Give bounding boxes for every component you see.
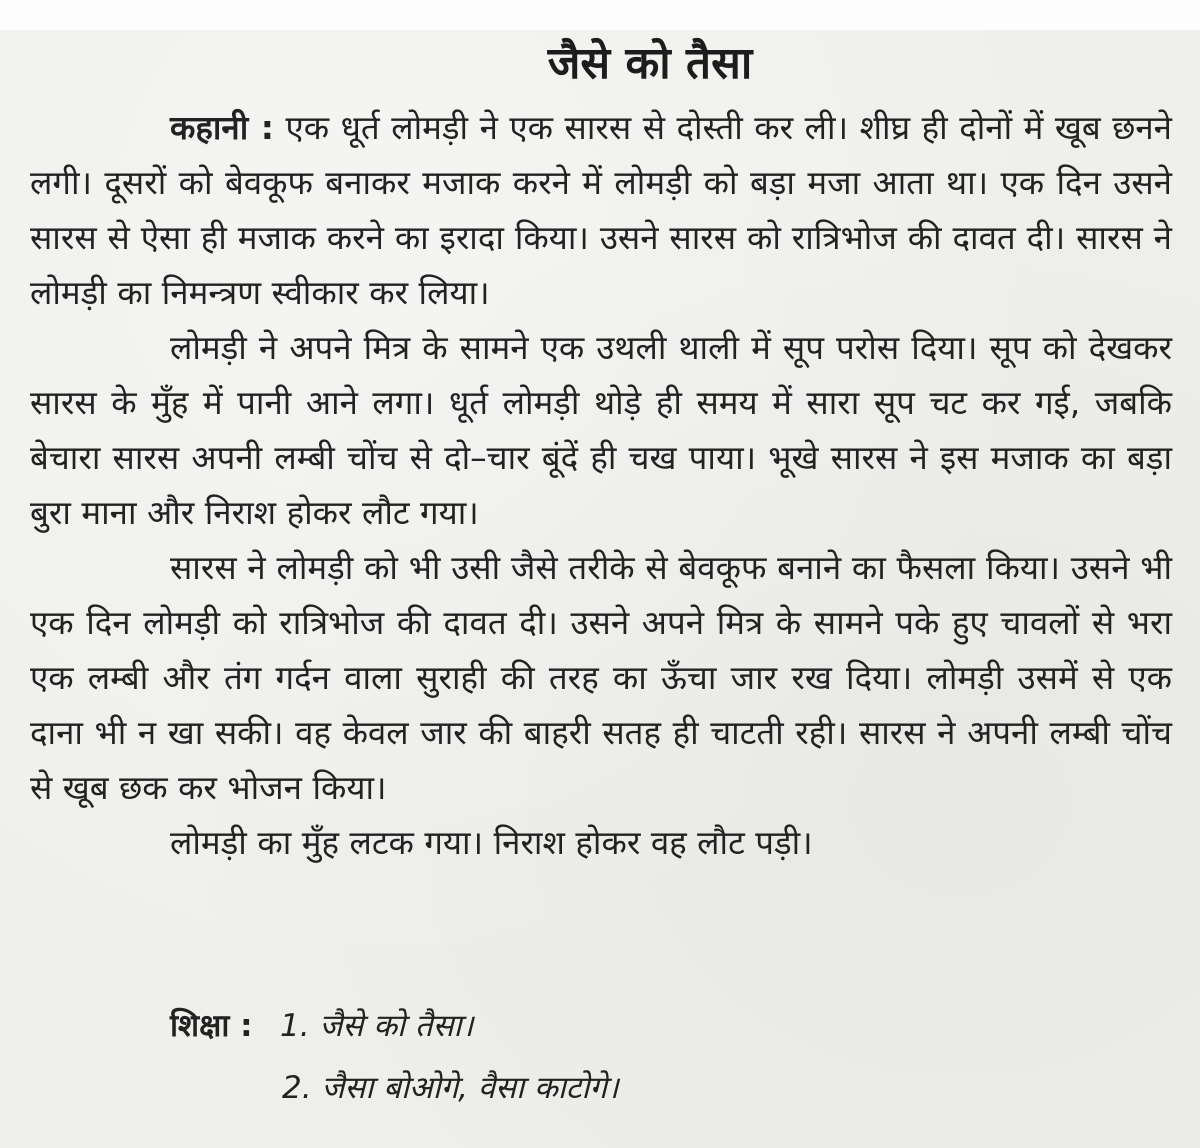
story-paragraph-2 xyxy=(30,320,1172,540)
paragraph-text: लोमड़ी का मुँह लटक गया। निराश होकर वह लौट पड़ी। xyxy=(170,823,813,862)
story-paragraph-3 xyxy=(30,540,1172,815)
moral-item-2: 2. जैसा बोओगे, वैसा काटोगे। xyxy=(282,1070,619,1106)
moral-section xyxy=(170,995,619,1119)
story-paragraph-4 xyxy=(30,815,1172,870)
story-paragraph-1 xyxy=(30,100,1172,320)
page-top-margin xyxy=(0,0,1200,30)
moral-item-1: 1. जैसे को तैसा। xyxy=(280,1008,474,1044)
moral-label: शिक्षा : xyxy=(170,1008,253,1044)
story-body xyxy=(30,100,1172,870)
story-title: जैसे को तैसा xyxy=(547,38,753,89)
moral-row-1 xyxy=(170,995,619,1057)
paragraph-text: एक धूर्त लोमड़ी ने एक सारस से दोस्ती कर ली। शीघ्र ही दोनों में खूब छनने लगी। दूसरों को बेवकूफ बनाकर मजाक करने में लोमड़ी को बड़ा मजा आता था। एक दिन उसने सारस से ऐसा ही मजाक करने का इरादा किया। उसने सारस को रात्रिभोज की दावत दी। सारस ने लोमड़ी का निमन्त्रण स्वीकार कर लिया। xyxy=(30,108,1172,312)
moral-row-2 xyxy=(170,1057,619,1119)
paragraph-text: सारस ने लोमड़ी को भी उसी जैसे तरीके से बेवकूफ बनाने का फैसला किया। उसने भी एक दिन लोमड़ी को रात्रिभोज की दावत दी। उसने अपने मित्र के सामने पके हुए चावलों से भरा एक लम्बी और तंग गर्दन वाला सुराही की तरह का ऊँचा जार रख दिया। लोमड़ी उसमें से एक दाना भी न खा सकी। वह केवल जार की बाहरी सतह ही चाटती रही। सारस ने अपनी लम्बी चोंच से खूब छक कर भोजन किया। xyxy=(30,548,1172,807)
paragraph-text: लोमड़ी ने अपने मित्र के सामने एक उथली थाली में सूप परोस दिया। सूप को देखकर सारस के मुँह में पानी आने लगा। धूर्त लोमड़ी थोड़े ही समय में सारा सूप चट कर गई, जबकि बेचारा सारस अपनी लम्बी चोंच से दो–चार बूंदें ही चख पाया। भूखे सारस ने इस मजाक का बड़ा बुरा माना और निराश होकर लौट गया। xyxy=(30,328,1172,532)
story-label: कहानी : xyxy=(170,108,274,147)
